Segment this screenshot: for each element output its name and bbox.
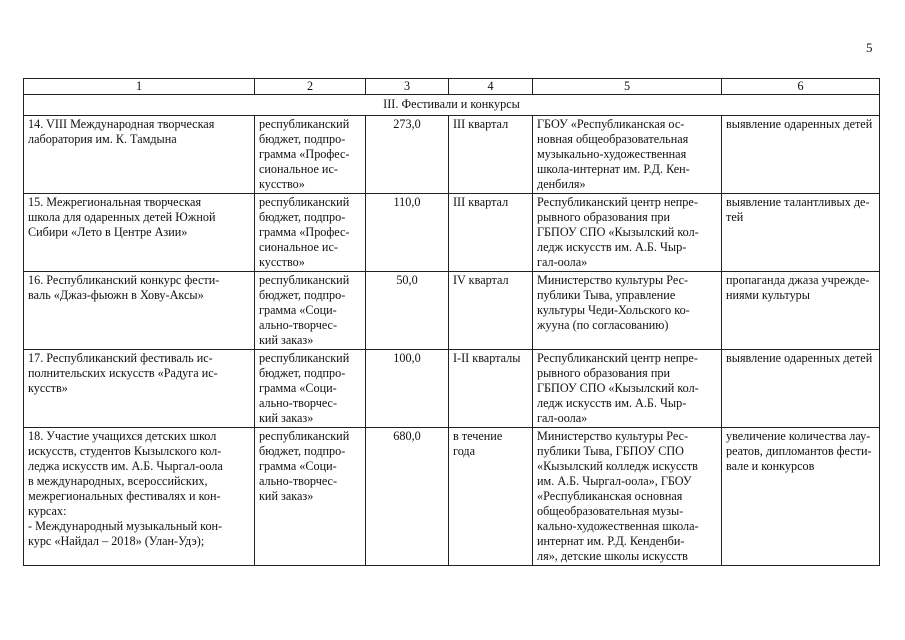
funding-source-cell: республиканский бюджет, подпро- грамма «Профес- сиональное ис- кусство» (255, 194, 366, 272)
funding-source-cell: республиканский бюджет, подпро- грамма «Соци- ально-творчес- кий заказ» (255, 350, 366, 428)
events-table (23, 78, 880, 566)
table-row (24, 350, 880, 428)
table-row (24, 272, 880, 350)
executor-cell: Республиканский центр непре- рывного образования при ГБПОУ СПО «Кызылский кол- ледж искусств им. А.Б. Чыр- гал-оола» (533, 350, 722, 428)
period-cell: III квартал (449, 116, 533, 194)
event-cell: 15. Межрегиональная творческая школа для одаренных детей Южной Сибири «Лето в Центре Азии» (24, 194, 255, 272)
period-cell: в течение года (449, 428, 533, 566)
result-cell: выявление талантливых де- тей (722, 194, 880, 272)
event-cell: 14. VIII Международная творческая лаборатория им. К. Тамдына (24, 116, 255, 194)
column-header: 1 (24, 79, 255, 95)
executor-cell: Министерство культуры Рес- публики Тыва, ГБПОУ СПО «Кызылский колледж искусств им. А.Б. Чыргал-оола», ГБОУ «Республиканская основная общеобразовательная музы- кально-художественная школа- интернат им. Р.Д. Кенденби- ля», детские школы искусств (533, 428, 722, 566)
table-header-row (24, 79, 880, 95)
result-cell: увеличение количества лау- реатов, дипломантов фести- вале и конкурсов (722, 428, 880, 566)
executor-cell: Республиканский центр непре- рывного образования при ГБПОУ СПО «Кызылский кол- ледж искусств им. А.Б. Чыр- гал-оола» (533, 194, 722, 272)
amount-cell: 100,0 (366, 350, 449, 428)
event-cell: 18. Участие учащихся детских школ искусств, студентов Кызылского кол- леджа искусств им. А.Б. Чыргал-оола в международных, всероссийских, межрегиональных фестивалях и кон- курсах: - Международный музыкальный кон- курс «Найдал – 2018» (Улан-Удэ); (24, 428, 255, 566)
funding-source-cell: республиканский бюджет, подпро- грамма «Соци- ально-творчес- кий заказ» (255, 428, 366, 566)
period-cell: I-II кварталы (449, 350, 533, 428)
column-header: 6 (722, 79, 880, 95)
amount-cell: 110,0 (366, 194, 449, 272)
result-cell: выявление одаренных детей (722, 116, 880, 194)
table-row (24, 116, 880, 194)
amount-cell: 680,0 (366, 428, 449, 566)
executor-cell: ГБОУ «Республиканская ос- новная общеобразовательная музыкально-художественная школа-интернат им. Р.Д. Кен- денбиля» (533, 116, 722, 194)
period-cell: III квартал (449, 194, 533, 272)
table-row (24, 194, 880, 272)
column-header: 2 (255, 79, 366, 95)
event-cell: 16. Республиканский конкурс фести- валь «Джаз-фьюжн в Хову-Аксы» (24, 272, 255, 350)
result-cell: выявление одаренных детей (722, 350, 880, 428)
column-header: 3 (366, 79, 449, 95)
amount-cell: 50,0 (366, 272, 449, 350)
funding-source-cell: республиканский бюджет, подпро- грамма «Соци- ально-творчес- кий заказ» (255, 272, 366, 350)
executor-cell: Министерство культуры Рес- публики Тыва, управление культуры Чеди-Хольского ко- жууна (по согласованию) (533, 272, 722, 350)
amount-cell: 273,0 (366, 116, 449, 194)
page-number: 5 (866, 40, 873, 55)
result-cell: пропаганда джаза учрежде- ниями культуры (722, 272, 880, 350)
section-row (24, 95, 880, 116)
column-header: 4 (449, 79, 533, 95)
table-row (24, 428, 880, 566)
period-cell: IV квартал (449, 272, 533, 350)
section-title: III. Фестивали и конкурсы (24, 95, 880, 116)
column-header: 5 (533, 79, 722, 95)
funding-source-cell: республиканский бюджет, подпро- грамма «Профес- сиональное ис- кусство» (255, 116, 366, 194)
event-cell: 17. Республиканский фестиваль ис- полнительских искусств «Радуга ис- кусств» (24, 350, 255, 428)
